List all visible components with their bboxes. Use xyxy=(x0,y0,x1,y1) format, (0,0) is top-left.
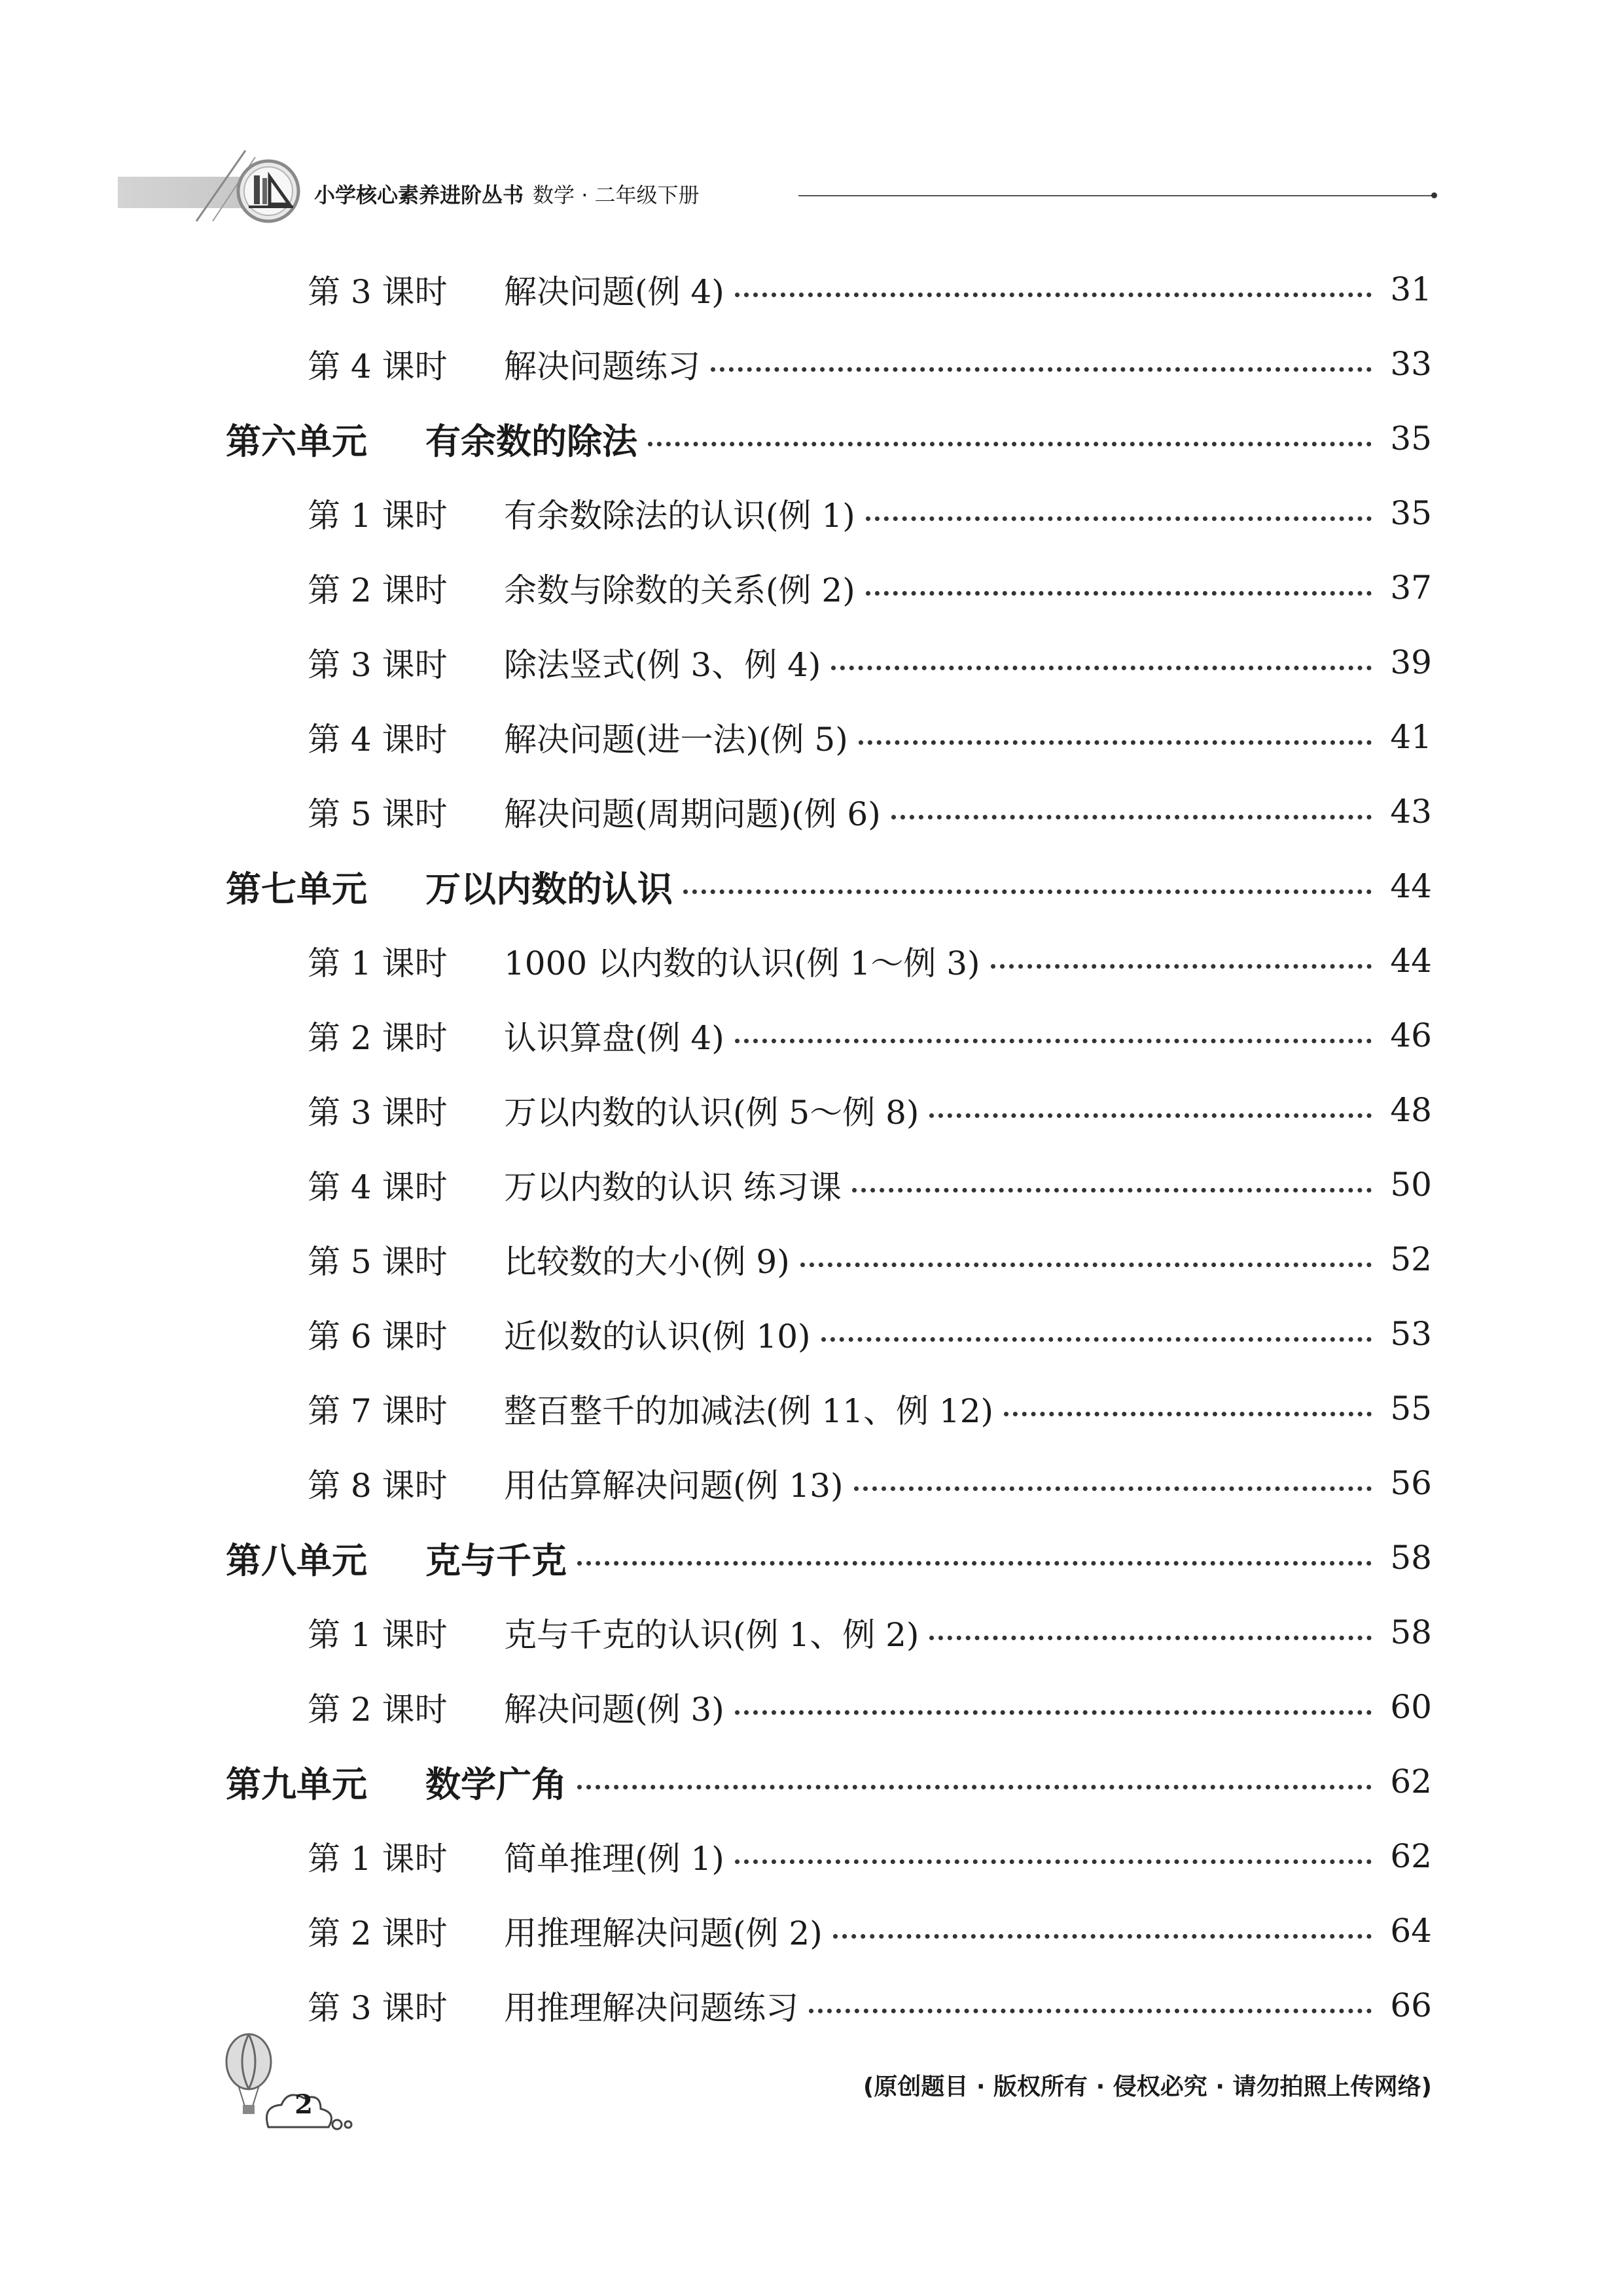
toc-dot-leader xyxy=(800,1263,1372,1267)
toc-entry-label: 第 1 课时 xyxy=(308,497,448,535)
toc-lesson-row xyxy=(0,1670,1623,1744)
toc-dot-leader xyxy=(852,1188,1372,1193)
toc-page-number: 46 xyxy=(1390,1016,1432,1054)
page-number: 2 xyxy=(294,2089,313,2120)
toc-page-number: 31 xyxy=(1390,270,1432,308)
toc-page-number: 62 xyxy=(1390,1763,1432,1801)
toc-entry-label: 第 2 课时 xyxy=(308,1019,448,1057)
toc-dot-leader xyxy=(683,889,1372,894)
toc-lesson-row xyxy=(0,1297,1623,1371)
toc-dot-leader xyxy=(929,1113,1372,1118)
toc-lesson-row xyxy=(0,924,1623,998)
toc-entry-title: 用估算解决问题(例 13) xyxy=(504,1467,844,1505)
toc-dot-leader xyxy=(833,1934,1372,1939)
toc-dot-leader xyxy=(809,2009,1372,2013)
toc-entry-title: 解决问题(周期问题)(例 6) xyxy=(504,795,881,833)
toc-dot-leader xyxy=(929,1636,1372,1640)
toc-entry-label: 第 8 课时 xyxy=(308,1467,448,1505)
toc-lesson-row xyxy=(0,1595,1623,1670)
toc-entry-label: 第 2 课时 xyxy=(308,1691,448,1729)
toc-unit-row xyxy=(0,1520,1623,1595)
toc-page-number: 66 xyxy=(1390,1986,1432,2024)
toc-entry-title: 有余数的除法 xyxy=(425,420,637,462)
toc-dot-leader xyxy=(735,1859,1372,1864)
toc-entry-title: 简单推理(例 1) xyxy=(504,1840,724,1878)
toc-page-number: 35 xyxy=(1390,494,1432,532)
toc-lesson-row xyxy=(0,1222,1623,1297)
page-header xyxy=(111,144,1446,229)
toc-entry-label: 第 1 课时 xyxy=(308,1840,448,1878)
toc-lesson-row xyxy=(0,1147,1623,1222)
toc-unit-row xyxy=(0,1744,1623,1819)
toc-dot-leader xyxy=(821,1337,1372,1342)
toc-entry-label: 第 1 课时 xyxy=(308,944,448,982)
toc-page-number: 53 xyxy=(1390,1315,1432,1353)
toc-entry-title: 1000 以内数的认识(例 1～例 3) xyxy=(504,944,980,982)
toc-page-number: 37 xyxy=(1390,569,1432,607)
toc-entry-title: 解决问题(例 4) xyxy=(504,273,724,311)
toc-dot-leader xyxy=(831,666,1372,670)
toc-entry-title: 认识算盘(例 4) xyxy=(504,1019,724,1057)
toc-page-number: 43 xyxy=(1390,793,1432,831)
toc-entry-label: 第八单元 xyxy=(226,1539,367,1581)
toc-lesson-row xyxy=(0,252,1623,327)
toc-entry-label: 第六单元 xyxy=(226,420,367,462)
toc-entry-title: 用推理解决问题练习 xyxy=(504,1989,798,2027)
toc-entry-label: 第七单元 xyxy=(226,868,367,910)
toc-dot-leader xyxy=(891,815,1372,819)
toc-page-number: 60 xyxy=(1390,1688,1432,1726)
toc-lesson-row xyxy=(0,1819,1623,1893)
toc-entry-label: 第九单元 xyxy=(226,1763,367,1805)
toc-entry-title: 余数与除数的关系(例 2) xyxy=(504,571,855,609)
toc-page-number: 56 xyxy=(1390,1464,1432,1502)
toc-lesson-row xyxy=(0,774,1623,849)
toc-entry-label: 第 7 课时 xyxy=(308,1392,448,1430)
toc-entry-title: 数学广角 xyxy=(425,1763,567,1805)
toc-page-number: 52 xyxy=(1390,1240,1432,1278)
header-rule-end-dot xyxy=(1431,192,1437,198)
toc-lesson-row xyxy=(0,998,1623,1073)
toc-dot-leader xyxy=(648,442,1372,446)
toc-dot-leader xyxy=(866,591,1372,596)
toc-entry-title: 解决问题(例 3) xyxy=(504,1691,724,1729)
toc-page-number: 41 xyxy=(1390,718,1432,756)
copyright-note: (原创题目 · 版权所有 · 侵权必究 · 请勿拍照上传网络) xyxy=(863,2073,1432,2100)
toc-entry-label: 第 4 课时 xyxy=(308,348,448,386)
toc-entry-label: 第 4 课时 xyxy=(308,721,448,759)
subject-grade: 数学 · 二年级下册 xyxy=(533,183,700,207)
toc-entry-label: 第 3 课时 xyxy=(308,1989,448,2027)
toc-entry-title: 克与千克的认识(例 1、例 2) xyxy=(504,1616,919,1654)
toc-lesson-row xyxy=(0,550,1623,625)
toc-page-number: 48 xyxy=(1390,1091,1432,1129)
toc-entry-label: 第 2 课时 xyxy=(308,1914,448,1952)
toc-unit-row xyxy=(0,849,1623,924)
toc-page-number: 55 xyxy=(1390,1390,1432,1427)
toc-page-number: 35 xyxy=(1390,420,1432,457)
toc-page-number: 64 xyxy=(1390,1912,1432,1950)
toc-entry-title: 近似数的认识(例 10) xyxy=(504,1318,811,1355)
toc-page-number: 58 xyxy=(1390,1539,1432,1577)
toc-entry-label: 第 3 课时 xyxy=(308,273,448,311)
toc-entry-title: 解决问题(进一法)(例 5) xyxy=(504,721,848,759)
toc-entry-title: 比较数的大小(例 9) xyxy=(504,1243,790,1281)
toc-lesson-row xyxy=(0,1073,1623,1147)
toc-lesson-row xyxy=(0,1893,1623,1968)
toc-dot-leader xyxy=(735,1039,1372,1043)
toc-entry-title: 除法竖式(例 3、例 4) xyxy=(504,646,821,684)
toc-dot-leader xyxy=(1004,1412,1372,1416)
toc-entry-label: 第 6 课时 xyxy=(308,1318,448,1355)
toc-page-number: 50 xyxy=(1390,1166,1432,1204)
hot-air-balloon-icon xyxy=(216,2029,366,2140)
toc-page-number: 58 xyxy=(1390,1613,1432,1651)
toc-page-number: 44 xyxy=(1390,942,1432,980)
header-title xyxy=(314,175,700,215)
toc-entry-label: 第 4 课时 xyxy=(308,1168,448,1206)
toc-unit-row xyxy=(0,401,1623,476)
toc-lesson-row xyxy=(0,700,1623,774)
toc-dot-leader xyxy=(854,1486,1372,1491)
toc-entry-title: 用推理解决问题(例 2) xyxy=(504,1914,823,1952)
toc-page-number: 33 xyxy=(1390,345,1432,383)
toc-lesson-row xyxy=(0,476,1623,550)
toc-page-number: 44 xyxy=(1390,867,1432,905)
toc-entry-label: 第 5 课时 xyxy=(308,1243,448,1281)
toc-dot-leader xyxy=(711,367,1372,372)
toc-dot-leader xyxy=(577,1785,1372,1789)
toc-entry-title: 万以内数的认识 xyxy=(425,868,673,910)
header-rule xyxy=(798,195,1433,196)
toc-entry-label: 第 5 课时 xyxy=(308,795,448,833)
toc-lesson-row xyxy=(0,625,1623,700)
toc-entry-label: 第 2 课时 xyxy=(308,571,448,609)
toc-entry-label: 第 3 课时 xyxy=(308,646,448,684)
toc-page-number: 62 xyxy=(1390,1837,1432,1875)
toc-dot-leader xyxy=(577,1561,1372,1566)
toc-entry-title: 有余数除法的认识(例 1) xyxy=(504,497,855,535)
toc-entry-title: 克与千克 xyxy=(425,1539,567,1581)
table-of-contents xyxy=(0,252,1623,2043)
toc-entry-title: 整百整千的加减法(例 11、例 12) xyxy=(504,1392,994,1430)
toc-entry-label: 第 3 课时 xyxy=(308,1094,448,1132)
toc-dot-leader xyxy=(991,964,1372,969)
toc-lesson-row xyxy=(0,327,1623,401)
toc-lesson-row xyxy=(0,1371,1623,1446)
toc-entry-title: 万以内数的认识(例 5～例 8) xyxy=(504,1094,919,1132)
toc-dot-leader xyxy=(735,1710,1372,1715)
toc-entry-label: 第 1 课时 xyxy=(308,1616,448,1654)
toc-entry-title: 万以内数的认识 练习课 xyxy=(504,1168,842,1206)
toc-dot-leader xyxy=(866,516,1372,521)
toc-dot-leader xyxy=(735,293,1372,297)
toc-lesson-row xyxy=(0,1446,1623,1520)
toc-dot-leader xyxy=(859,740,1372,745)
series-title: 小学核心素养进阶丛书 xyxy=(314,183,524,207)
toc-page-number: 39 xyxy=(1390,643,1432,681)
toc-entry-title: 解决问题练习 xyxy=(504,348,700,386)
